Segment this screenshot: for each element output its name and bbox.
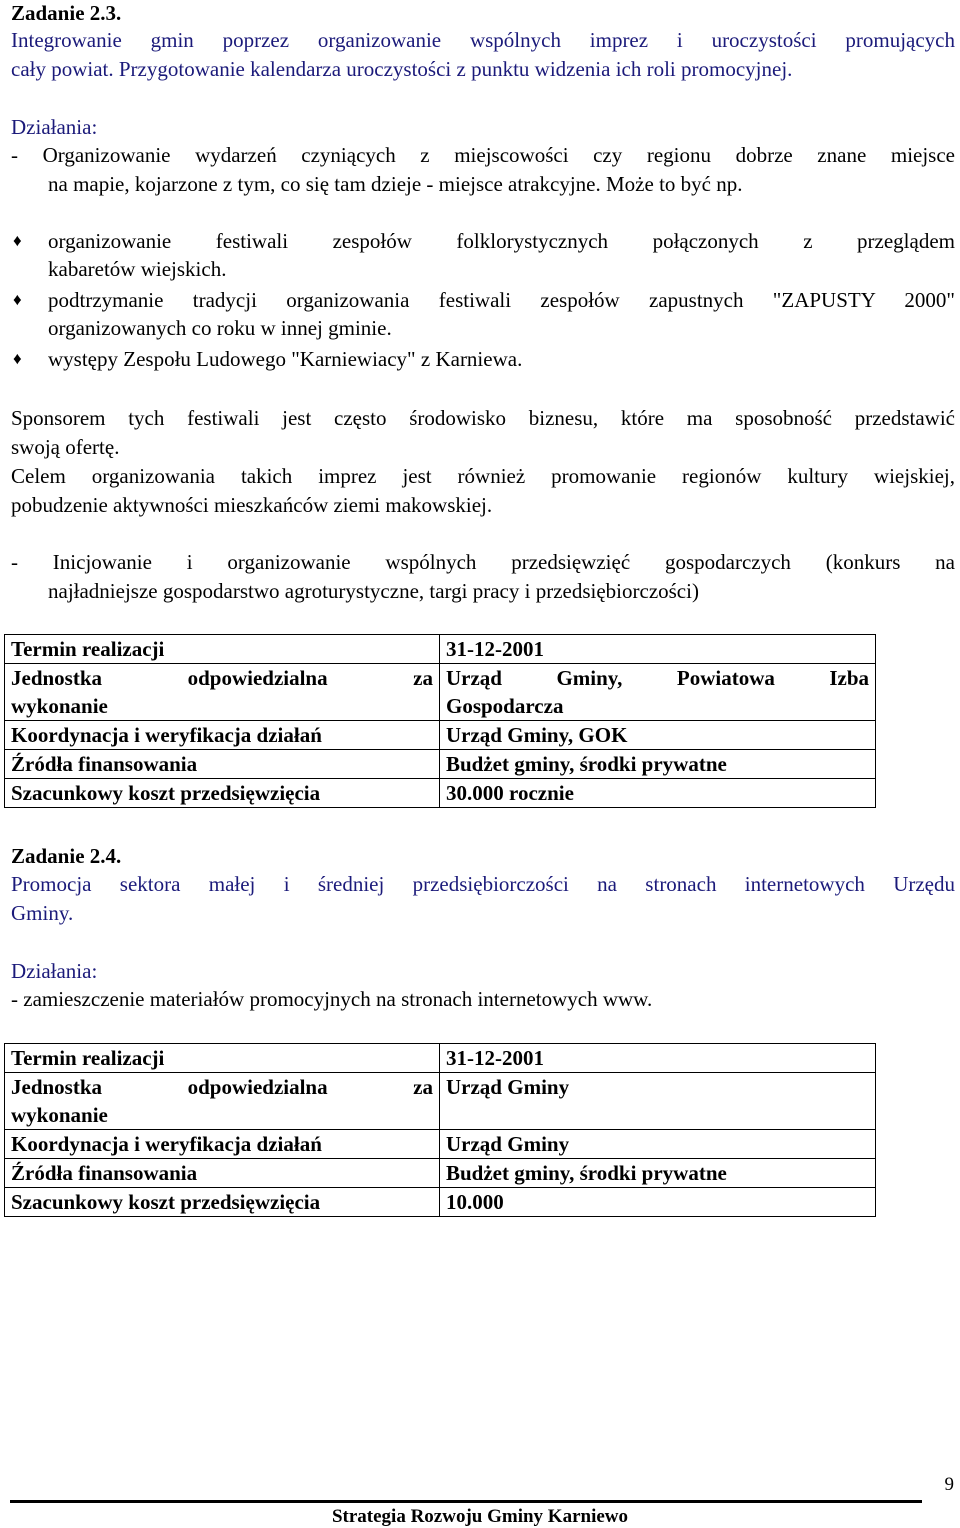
bullet-item: organizowanie festiwali zespołów folklorystycznych połączonych z przeglądem [48, 229, 955, 253]
table-row [5, 1188, 876, 1217]
action-item: - zamieszczenie materiałów promocyjnych na stronach internetowych www. [11, 987, 653, 1011]
task-intro-line: Gminy. [11, 901, 74, 925]
task-heading: Zadanie 2.4. [11, 844, 122, 868]
label-line: wykonanie [11, 694, 108, 718]
table-label [5, 664, 440, 721]
table-label: Źródła finansowania [5, 1159, 440, 1188]
table-row [5, 1159, 876, 1188]
diamond-bullet-icon: ♦ [13, 290, 22, 309]
action-item-continued: na mapie, kojarzone z tym, co się tam dzieje - miejsce atrakcyjne. Może to być np. [48, 172, 743, 196]
value-line: Gospodarcza [446, 694, 564, 718]
table-row [5, 779, 876, 808]
bullet-item: występy Zespołu Ludowego "Karniewiacy" z Karniewa. [48, 347, 523, 371]
diamond-bullet-icon: ♦ [13, 349, 22, 368]
actions-label: Działania: [11, 115, 98, 139]
footer-title: Strategia Rozwoju Gminy Karniewo [331, 1506, 629, 1527]
table-value: 10.000 [440, 1188, 876, 1217]
table-row [5, 750, 876, 779]
task-intro-line: cały powiat. Przygotowanie kalendarza uroczystości z punktu widzenia ich roli promocyjnej. [11, 57, 793, 81]
table-row [5, 664, 876, 721]
bullet-item: podtrzymanie tradycji organizowania festiwali zespołów zapustnych "ZAPUSTY 2000" [48, 288, 955, 312]
value-line: Urząd Gminy, Powiatowa Izba [446, 666, 869, 690]
table-value: Budżet gminy, środki prywatne [440, 1159, 876, 1188]
table-row [5, 635, 876, 664]
task-intro-line: Promocja sektora małej i średniej przedsiębiorczości na stronach internetowych Urzędu [11, 872, 955, 896]
table-label: Koordynacja i weryfikacja działań [5, 721, 440, 750]
task-intro-line: Integrowanie gmin poprzez organizowanie wspólnych imprez i uroczystości promujących [11, 28, 955, 52]
table-value: Budżet gminy, środki prywatne [440, 750, 876, 779]
table-row [5, 1130, 876, 1159]
table-label: Termin realizacji [5, 1044, 440, 1073]
bullet-item-continued: organizowanych co roku w innej gminie. [48, 316, 392, 340]
label-line: Jednostka odpowiedzialna za [11, 1075, 433, 1099]
action-item: - Organizowanie wydarzeń czyniących z miejscowości czy regionu dobrze znane miejsce [11, 143, 955, 167]
goal-paragraph-continued: pobudzenie aktywności mieszkańców ziemi makowskiej. [11, 493, 493, 517]
table-value: Urząd Gminy [440, 1130, 876, 1159]
footer-divider [10, 1500, 922, 1503]
table-label: Termin realizacji [5, 635, 440, 664]
table-value [440, 664, 876, 721]
task-heading: Zadanie 2.3. [11, 1, 122, 25]
page-number: 9 [944, 1474, 954, 1495]
table-value: Urząd Gminy [440, 1073, 876, 1130]
table-label: Źródła finansowania [5, 750, 440, 779]
sponsor-paragraph-continued: swoją ofertę. [11, 435, 120, 459]
sponsor-paragraph: Sponsorem tych festiwali jest często środowisko biznesu, które ma sposobność przedstawić [11, 406, 955, 430]
label-line: wykonanie [11, 1103, 108, 1127]
table-value: 31-12-2001 [440, 635, 876, 664]
table-value: Urząd Gminy, GOK [440, 721, 876, 750]
table-label: Koordynacja i weryfikacja działań [5, 1130, 440, 1159]
table-row [5, 1073, 876, 1130]
action-item: - Inicjowanie i organizowanie wspólnych przedsięwzięć gospodarczych (konkurs na [11, 550, 955, 574]
table-row [5, 721, 876, 750]
actions-label: Działania: [11, 959, 98, 983]
action-item-continued: najładniejsze gospodarstwo agroturystyczne, targi pracy i przedsiębiorczości) [48, 579, 699, 603]
table-value: 31-12-2001 [440, 1044, 876, 1073]
task-2-3-summary-table [4, 634, 876, 808]
table-value: 30.000 rocznie [440, 779, 876, 808]
goal-paragraph: Celem organizowania takich imprez jest również promowanie regionów kultury wiejskiej, [11, 464, 955, 488]
table-label: Szacunkowy koszt przedsięwzięcia [5, 779, 440, 808]
label-line: Jednostka odpowiedzialna za [11, 666, 433, 690]
table-row [5, 1044, 876, 1073]
task-2-4-summary-table [4, 1043, 876, 1217]
diamond-bullet-icon: ♦ [13, 231, 22, 250]
bullet-item-continued: kabaretów wiejskich. [48, 257, 227, 281]
table-label: Szacunkowy koszt przedsięwzięcia [5, 1188, 440, 1217]
table-label [5, 1073, 440, 1130]
